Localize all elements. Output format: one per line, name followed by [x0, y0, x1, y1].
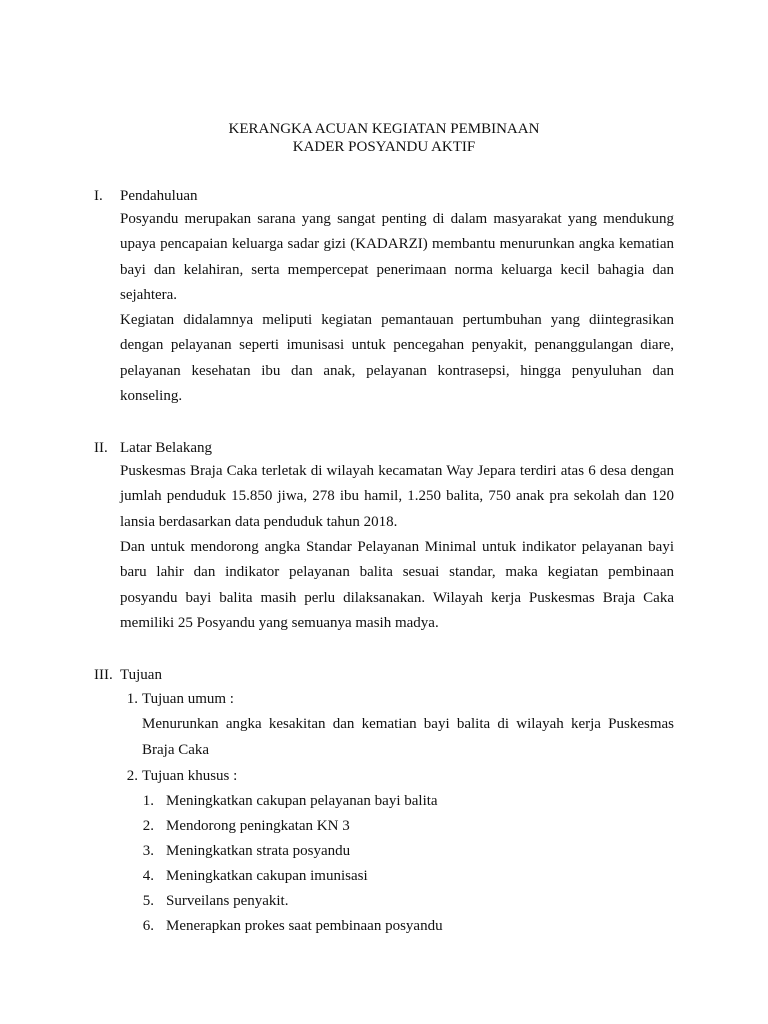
list-item: Meningkatkan cakupan imunisasi: [166, 868, 368, 884]
section-heading: Pendahuluan: [120, 188, 198, 204]
list-item-number: 1.: [142, 793, 154, 809]
section-number: II.: [94, 440, 108, 456]
list-item-number: 6.: [142, 918, 154, 934]
subsection-number: 2.: [126, 768, 138, 784]
list-item-number: 5.: [142, 893, 154, 909]
section-paragraph: Puskesmas Braja Caka terletak di wilayah kecamatan Way Jepara terdiri atas 6 desa dengan jumlah penduduk 15.850 jiwa, 278 ibu hamil, 1.250 balita, 750 anak pra sekolah dan 120 lansia berdasarkan data penduduk tahun 2018.: [120, 463, 674, 530]
list-item: Mendorong peningkatan KN 3: [166, 818, 350, 834]
document-title-line1: KERANGKA ACUAN KEGIATAN PEMBINAAN: [228, 121, 540, 137]
list-item: Surveilans penyakit.: [166, 893, 289, 909]
section-heading: Latar Belakang: [120, 440, 213, 456]
list-item-number: 4.: [142, 868, 154, 884]
list-item-number: 2.: [142, 818, 154, 834]
list-item: Meningkatkan cakupan pelayanan bayi balita: [166, 793, 438, 809]
subsection-paragraph: Menurunkan angka kesakitan dan kematian bayi balita di wilayah kerja Puskesmas Braja Caka: [142, 716, 674, 758]
section-number: I.: [94, 188, 103, 204]
list-item: Menerapkan prokes saat pembinaan posyandu: [166, 918, 443, 934]
section-number: III.: [94, 667, 113, 683]
subsection-number: 1.: [126, 691, 138, 707]
list-item: Meningkatkan strata posyandu: [166, 843, 351, 859]
section-heading: Tujuan: [120, 667, 162, 683]
document-title-line2: KADER POSYANDU AKTIF: [292, 139, 476, 155]
list-item-number: 3.: [142, 843, 154, 859]
section-paragraph: Posyandu merupakan sarana yang sangat penting di dalam masyarakat yang mendukung upaya pencapaian keluarga sadar gizi (KADARZI) membantu menurunkan angka kematian bayi dan kelahiran, serta mempercepat penerimaan norma keluarga kecil bahagia dan sejahtera.: [120, 211, 674, 303]
subsection-heading: Tujuan umum :: [142, 691, 234, 707]
section-paragraph: Dan untuk mendorong angka Standar Pelayanan Minimal untuk indikator pelayanan bayi baru lahir dan indikator pelayanan balita sesuai standar, maka kegiatan pembinaan posyandu bayi balita masih perlu dilaksanakan. Wilayah kerja Puskesmas Braja Caka memiliki 25 Posyandu yang semuanya masih madya.: [120, 539, 674, 631]
subsection-heading: Tujuan khusus :: [142, 768, 238, 784]
section-paragraph: Kegiatan didalamnya meliputi kegiatan pemantauan pertumbuhan yang diintegrasikan dengan pelayanan seperti imunisasi untuk pencegahan penyakit, penanggulangan diare, pelayanan kesehatan ibu dan anak, pelayanan kontrasepsi, hingga penyuluhan dan konseling.: [120, 312, 674, 404]
